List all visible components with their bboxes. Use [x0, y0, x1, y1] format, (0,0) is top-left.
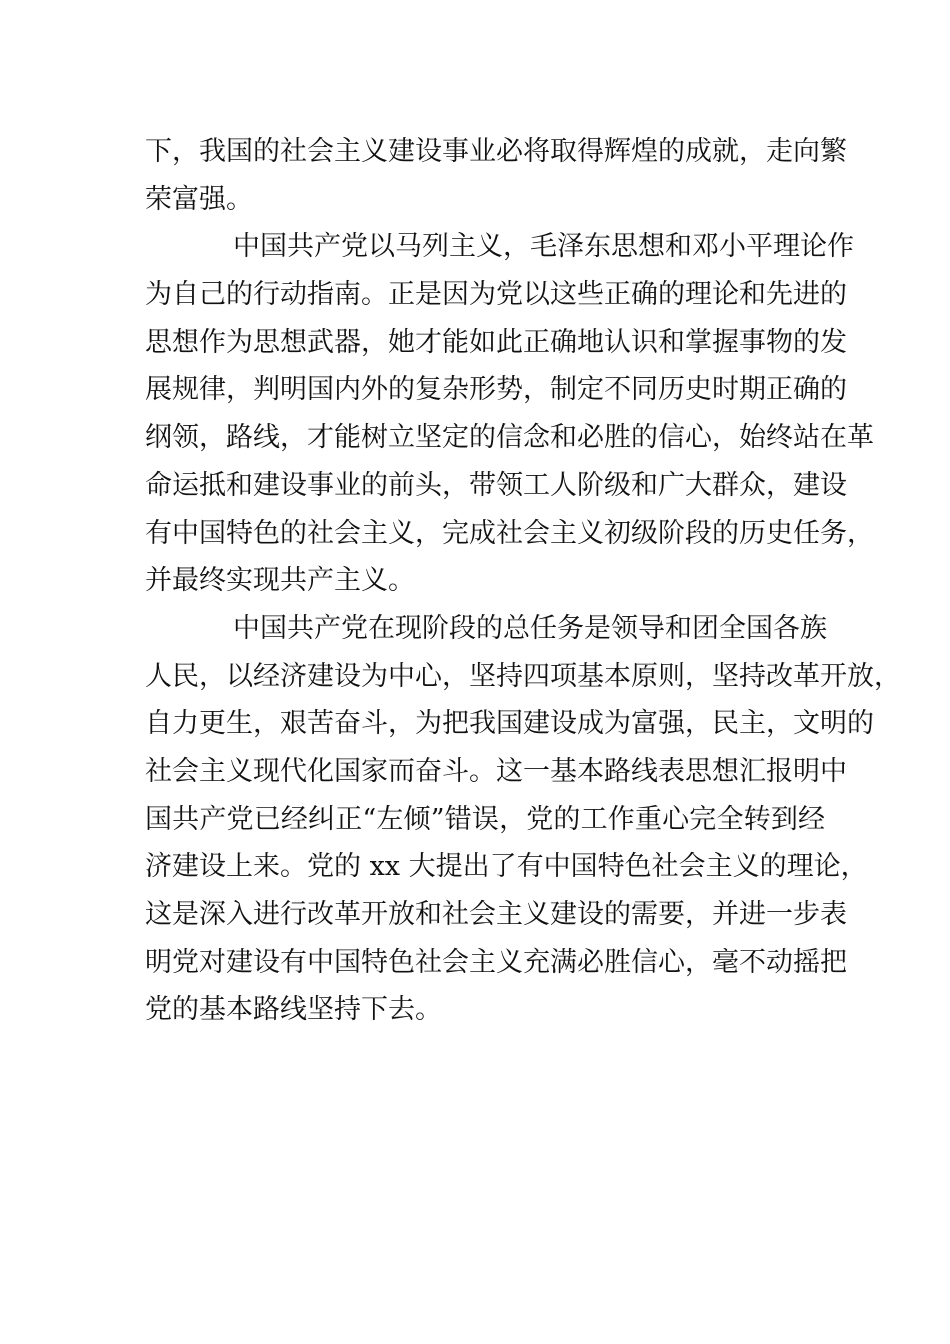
text-line: 为自己的行动指南。正是因为党以这些正确的理论和先进的 — [145, 279, 847, 311]
text-line: 中国共产党在现阶段的总任务是领导和团全国各族 — [233, 612, 827, 644]
text-line: 展规律，判明国内外的复杂形势，制定不同历史时期正确的 — [145, 374, 847, 406]
text-line: 纲领，路线，才能树立坚定的信念和必胜的信心，始终站在革 — [145, 422, 874, 454]
text-line: 明党对建设有中国特色社会主义充满必胜信心，毫不动摇把 — [145, 946, 847, 978]
text-line: 社会主义现代化国家而奋斗。这一基本路线表思想汇报明中 — [145, 755, 847, 787]
text-line: 济建设上来。党的 xx 大提出了有中国特色社会主义的理论， — [145, 851, 868, 883]
document-body — [145, 128, 901, 1034]
text-line: 下，我国的社会主义建设事业必将取得辉煌的成就，走向繁 — [145, 136, 847, 167]
text-line: 有中国特色的社会主义，完成社会主义初级阶段的历史任务， — [145, 517, 874, 549]
text-line: 党的基本路线坚持下去。 — [145, 994, 442, 1026]
text-line: 人民，以经济建设为中心，坚持四项基本原则，坚持改革开放， — [145, 660, 901, 692]
text-line: 中国共产党以马列主义，毛泽东思想和邓小平理论作 — [233, 231, 854, 263]
text-line: 命运抵和建设事业的前头，带领工人阶级和广大群众，建设 — [145, 469, 847, 501]
text-line: 这是深入进行改革开放和社会主义建设的需要，并进一步表 — [145, 899, 847, 930]
text-line: 荣富强。 — [145, 183, 253, 215]
text-line: 并最终实现共产主义。 — [145, 565, 415, 597]
text-line: 自力更生，艰苦奋斗，为把我国建设成为富强，民主，文明的 — [145, 708, 874, 740]
text-line: 思想作为思想武器，她才能如此正确地认识和掌握事物的发 — [145, 326, 847, 358]
text-line: 国共产党已经纠正“左倾”错误，党的工作重心完全转到经 — [145, 803, 825, 835]
